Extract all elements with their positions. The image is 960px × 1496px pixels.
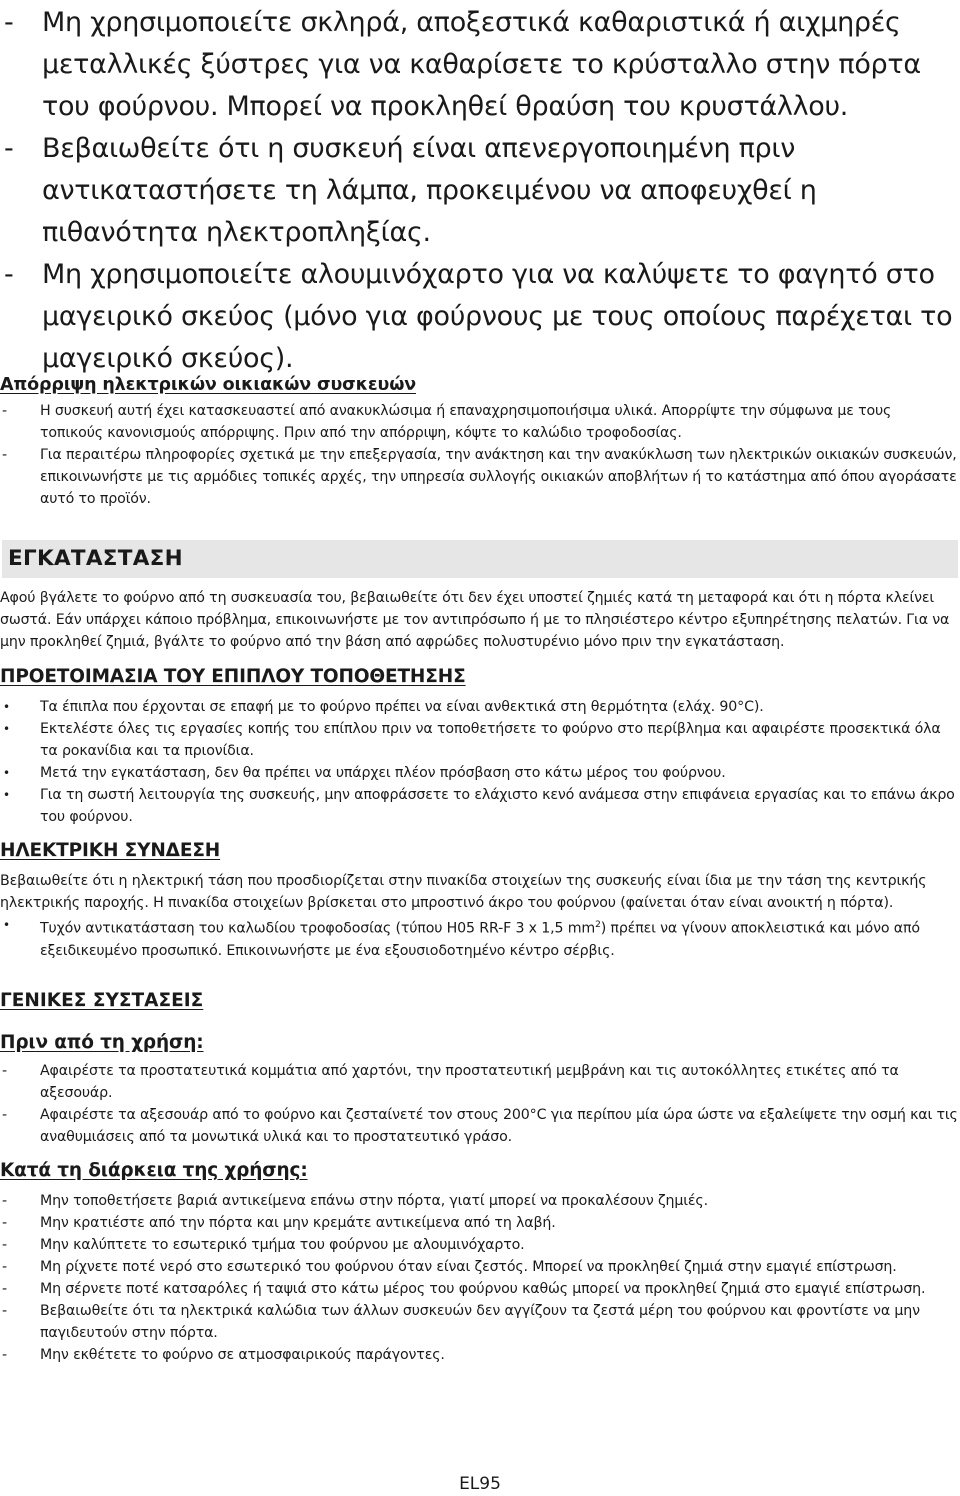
safety-item bbox=[0, 254, 955, 380]
electrical-heading: ΗΛΕΚΤΡΙΚΗ ΣΥΝΔΕΣΗ bbox=[0, 840, 221, 861]
list-item bbox=[0, 914, 958, 962]
bullet-icon: • bbox=[3, 700, 10, 714]
bullet-icon: • bbox=[3, 788, 10, 802]
preparation-heading: ΠΡΟΕΤΟΙΜΑΣΙΑ ΤΟΥ ΕΠΙΠΛΟΥ ΤΟΠΟΘΕΤΗΣΗΣ bbox=[0, 666, 466, 687]
list-item bbox=[0, 762, 958, 784]
list-item bbox=[0, 1278, 958, 1300]
during-use-item-text: Μην καλύπτετε το εσωτερικό τμήμα του φούρνου με αλουμινόχαρτο. bbox=[40, 1237, 525, 1253]
before-use-item-text: Αφαιρέστε τα αξεσουάρ από το φούρνο και ζεσταίνετέ τον στους 200°C για περίπου μία ώρα ώστε να εξαλείψετε την οσμή και τις αναθυμιάσεις από τα μονωτικά υλικά και το προστατευτικό γράσο. bbox=[40, 1107, 958, 1145]
list-item bbox=[0, 1190, 958, 1212]
general-section bbox=[0, 988, 958, 1014]
electrical-list bbox=[0, 914, 958, 962]
list-dash: - bbox=[2, 1303, 7, 1319]
safety-item bbox=[0, 128, 955, 254]
list-dash: - bbox=[2, 1063, 7, 1079]
electrical-text: Βεβαιωθείτε ότι η ηλεκτρική τάση που προσδιορίζεται στην πινακίδα στοιχείων της συσκευής είναι ίδια με την τάση της κεντρικής ηλεκτρικής παροχής. Η πινακίδα στοιχείων βρίσκεται στο μπροστινό άκρο του φούρνου (φαίνεται όταν είναι ανοικτή η πόρτα). bbox=[0, 873, 927, 911]
disposal-section bbox=[0, 372, 958, 510]
list-dash: - bbox=[2, 447, 7, 463]
list-dash: - bbox=[2, 403, 7, 419]
preparation-item-text: Τα έπιπλα που έρχονται σε επαφή με το φούρνο πρέπει να είναι ανθεκτικά στη θερμότητα (ελάχ. 90°C). bbox=[40, 699, 764, 715]
during-use-item-text: Βεβαιωθείτε ότι τα ηλεκτρικά καλώδια των άλλων συσκευών δεν αγγίζουν τα ζεστά μέρη του φούρνου και φροντίστε να μην παγιδευτούν στην πόρτα. bbox=[40, 1303, 920, 1341]
disposal-item-text: Για περαιτέρω πληροφορίες σχετικά με την επεξεργασία, την ανάκτηση και την ανακύκλωση των ηλεκτρικών οικιακών συσκευών, επικοινωνήστε με τις αρμόδιες τοπικές αρχές, την υπηρεσία συλλογής οικιακών αποβλήτων ή το κατάστημα από όπου αγοράσατε αυτό το προϊόν. bbox=[40, 447, 957, 507]
safety-item-text: Μη χρησιμοποιείτε αλουμινόχαρτο για να καλύψετε το φαγητό στο μαγειρικό σκεύος (μόνο για φούρνους με τους οποίους παρέχεται το μαγειρικό σκεύος). bbox=[42, 259, 953, 374]
preparation-section bbox=[0, 664, 958, 828]
list-item bbox=[0, 400, 958, 444]
disposal-list bbox=[0, 400, 958, 510]
safety-item-text: Μη χρησιμοποιείτε σκληρά, αποξεστικά καθαριστικά ή αιχμηρές μεταλλικές ξύστρες για να καθαρίσετε το κρύσταλλο στην πόρτα του φούρνου. Μπορεί να προκληθεί θραύση του κρυστάλλου. bbox=[42, 7, 921, 122]
list-dash: - bbox=[2, 1281, 7, 1297]
list-dash: - bbox=[2, 1347, 7, 1363]
during-use-item-text: Μη ρίχνετε ποτέ νερό στο εσωτερικό του φούρνου όταν είναι ζεστός. Μπορεί να προκληθεί ζημιά στην εμαγιέ επίστρωση. bbox=[40, 1259, 897, 1275]
during-use-list bbox=[0, 1190, 958, 1366]
before-use-section bbox=[0, 1030, 958, 1148]
list-dash: - bbox=[2, 1215, 7, 1231]
list-item bbox=[0, 1256, 958, 1278]
electrical-bullet-text-b: ) πρέπει να γίνουν αποκλειστικά και μόνο από εξειδικευμένο προσωπικό. Επικοινωνήστε με ένα εξουσιοδοτημένο κέντρο σέρβις. bbox=[40, 920, 920, 959]
list-dash: - bbox=[4, 133, 14, 164]
disposal-item-text: Η συσκευή αυτή έχει κατασκευαστεί από ανακυκλώσιμα ή επαναχρησιμοποιήσιμα υλικά. Απορρίψτε την σύμφωνα με τους τοπικούς κανονισμούς απόρριψης. Πριν από την απόρριψη, κόψτε το καλώδιο τροφοδοσίας. bbox=[40, 403, 892, 441]
preparation-item-text: Μετά την εγκατάσταση, δεν θα πρέπει να υπάρχει πλέον πρόσβαση στο κάτω μέρος του φούρνου. bbox=[40, 765, 726, 781]
before-use-heading: Πριν από τη χρήση: bbox=[0, 1032, 204, 1053]
list-dash: - bbox=[4, 7, 14, 38]
list-dash: - bbox=[2, 1237, 7, 1253]
bullet-icon: • bbox=[3, 722, 10, 736]
page-number: EL95 bbox=[459, 1474, 501, 1494]
preparation-item-text: Για τη σωστή λειτουργία της συσκευής, μην αποφράσσετε το ελάχιστο κενό ανάμεσα στην επιφάνεια εργασίας και το επάνω άκρο του φούρνου. bbox=[40, 787, 955, 825]
installation-heading: ΕΓΚΑΤΑΣΤΑΣΗ bbox=[8, 546, 183, 571]
during-use-item-text: Μη σέρνετε ποτέ κατσαρόλες ή ταψιά στο κάτω μέρος του φούρνου καθώς μπορεί να προκληθεί ζημιά στο εμαγιέ επίστρωση. bbox=[40, 1281, 926, 1297]
during-use-item-text: Μην κρατιέστε από την πόρτα και μην κρεμάτε αντικείμενα από τη λαβή. bbox=[40, 1215, 556, 1231]
list-dash: - bbox=[2, 1259, 7, 1275]
safety-item bbox=[0, 2, 955, 128]
before-use-item-text: Αφαιρέστε τα προστατευτικά κομμάτια από χαρτόνι, την προστατευτική μεμβράνη και τις αυτοκόλλητες ετικέτες από τα αξεσουάρ. bbox=[40, 1063, 899, 1101]
list-item bbox=[0, 1344, 958, 1366]
safety-item-text: Βεβαιωθείτε ότι η συσκευή είναι απενεργοποιημένη πριν αντικαταστήσετε τη λάμπα, προκειμένου να αποφευχθεί η πιθανότητα ηλεκτροπληξίας. bbox=[42, 133, 817, 248]
bullet-icon: • bbox=[3, 766, 10, 780]
disposal-heading: Απόρριψη ηλεκτρικών οικιακών συσκευών bbox=[0, 375, 417, 395]
list-dash: - bbox=[4, 259, 14, 290]
safety-list bbox=[0, 2, 955, 380]
installation-section bbox=[0, 587, 958, 653]
list-item bbox=[0, 696, 958, 718]
electrical-bullet-text-a: Τυχόν αντικατάσταση του καλωδίου τροφοδοσίας (τύπου H05 RR-F 3 x 1,5 mm bbox=[40, 920, 596, 937]
installation-text: Αφού βγάλετε το φούρνο από τη συσκευασία του, βεβαιωθείτε ότι δεν έχει υποστεί ζημιές κατά τη μεταφορά και ότι η πόρτα κλείνει σωστά. Εάν υπάρχει κάποιο πρόβλημα, επικοινωνήστε με τον αντιπρόσωπο ή με το πλησιέστερο κέντρο εξυπηρέτησης πελατών. Για να μην προκληθεί ζημιά, βγάλτε το φούρνο από την βάση από αφρώδες πολυστυρένιο μόνο πριν την εγκατάσταση. bbox=[0, 590, 950, 650]
electrical-section bbox=[0, 838, 958, 962]
preparation-item-text: Εκτελέστε όλες τις εργασίες κοπής του επίπλου πριν να τοποθετήσετε το φούρνο στο περίβλημα και αφαιρέστε προσεκτικά όλα τα ροκανίδια και τα πριονίδια. bbox=[40, 721, 941, 759]
during-use-section bbox=[0, 1158, 958, 1366]
preparation-list bbox=[0, 696, 958, 828]
general-heading: ΓΕΝΙΚΕΣ ΣΥΣΤΑΣΕΙΣ bbox=[0, 990, 204, 1011]
list-item bbox=[0, 1300, 958, 1344]
before-use-list bbox=[0, 1060, 958, 1148]
list-item bbox=[0, 444, 958, 510]
list-item bbox=[0, 1060, 958, 1104]
list-item bbox=[0, 718, 958, 762]
superscript: 2 bbox=[595, 920, 601, 930]
during-use-item-text: Μην τοποθετήσετε βαριά αντικείμενα επάνω στην πόρτα, γιατί μπορεί να προκαλέσουν ζημιές. bbox=[40, 1193, 708, 1209]
during-use-heading: Κατά τη διάρκεια της χρήσης: bbox=[0, 1160, 308, 1181]
list-item bbox=[0, 1212, 958, 1234]
list-item bbox=[0, 784, 958, 828]
list-dash: - bbox=[2, 1193, 7, 1209]
list-dash: - bbox=[2, 1107, 7, 1123]
bullet-icon: • bbox=[3, 918, 10, 932]
list-item bbox=[0, 1234, 958, 1256]
installation-banner bbox=[2, 540, 958, 578]
during-use-item-text: Μην εκθέτετε το φούρνο σε ατμοσφαιρικούς παράγοντες. bbox=[40, 1347, 445, 1363]
list-item bbox=[0, 1104, 958, 1148]
